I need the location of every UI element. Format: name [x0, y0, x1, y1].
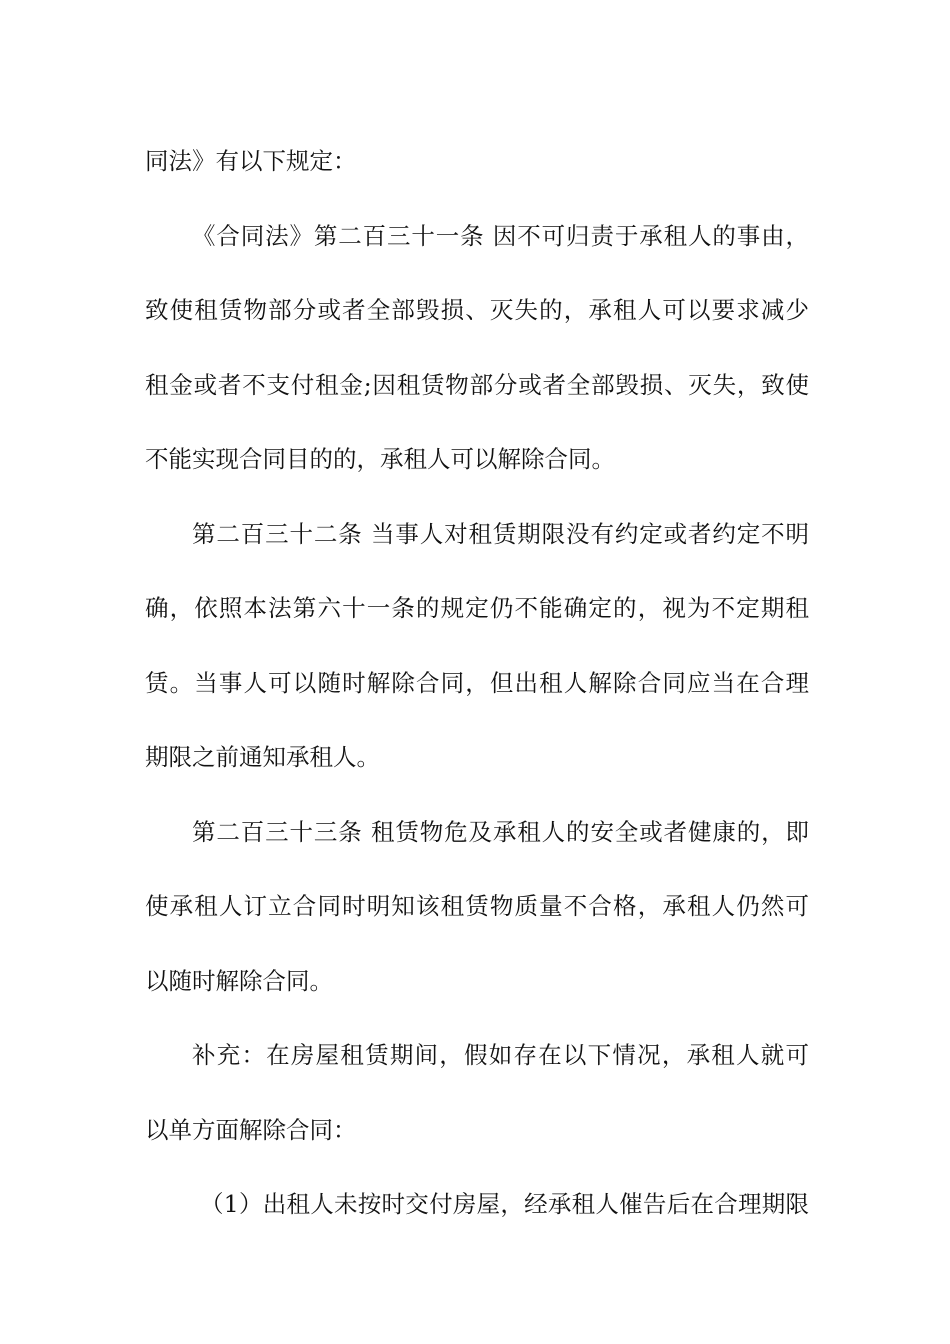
- text-line: 赁。当事人可以随时解除合同，但出租人解除合同应当在合理: [145, 668, 809, 697]
- text-line: 以单方面解除合同：: [145, 1115, 357, 1144]
- text-line: 使承租人订立合同时明知该租赁物质量不合格，承租人仍然可: [145, 892, 809, 920]
- text-line: （1）出租人未按时交付房屋，经承租人催告后在合理期限: [200, 1190, 809, 1218]
- text-line: 期限之前通知承租人。: [145, 743, 380, 771]
- text-line: 不能实现合同目的的，承租人可以解除合同。: [145, 445, 615, 473]
- text-line: 第二百三十二条 当事人对租赁期限没有约定或者约定不明: [192, 519, 809, 548]
- text-line: 《合同法》第二百三十一条 因不可归责于承租人的事由，: [192, 221, 809, 250]
- text-line: 同法》有以下规定：: [145, 147, 357, 175]
- text-line: 致使租赁物部分或者全部毁损、灭失的，承租人可以要求减少: [145, 296, 809, 324]
- document-body: [145, 124, 809, 1242]
- text-line: 以随时解除合同。: [145, 966, 333, 995]
- text-line: 确，依照本法第六十一条的规定仍不能确定的，视为不定期租: [145, 594, 809, 622]
- text-line: 第二百三十三条 租赁物危及承租人的安全或者健康的，即: [192, 817, 809, 846]
- text-line: 租金或者不支付租金;因租赁物部分或者全部毁损、灭失，致使: [145, 370, 809, 399]
- text-line: 补充：在房屋租赁期间，假如存在以下情况，承租人就可: [192, 1041, 809, 1069]
